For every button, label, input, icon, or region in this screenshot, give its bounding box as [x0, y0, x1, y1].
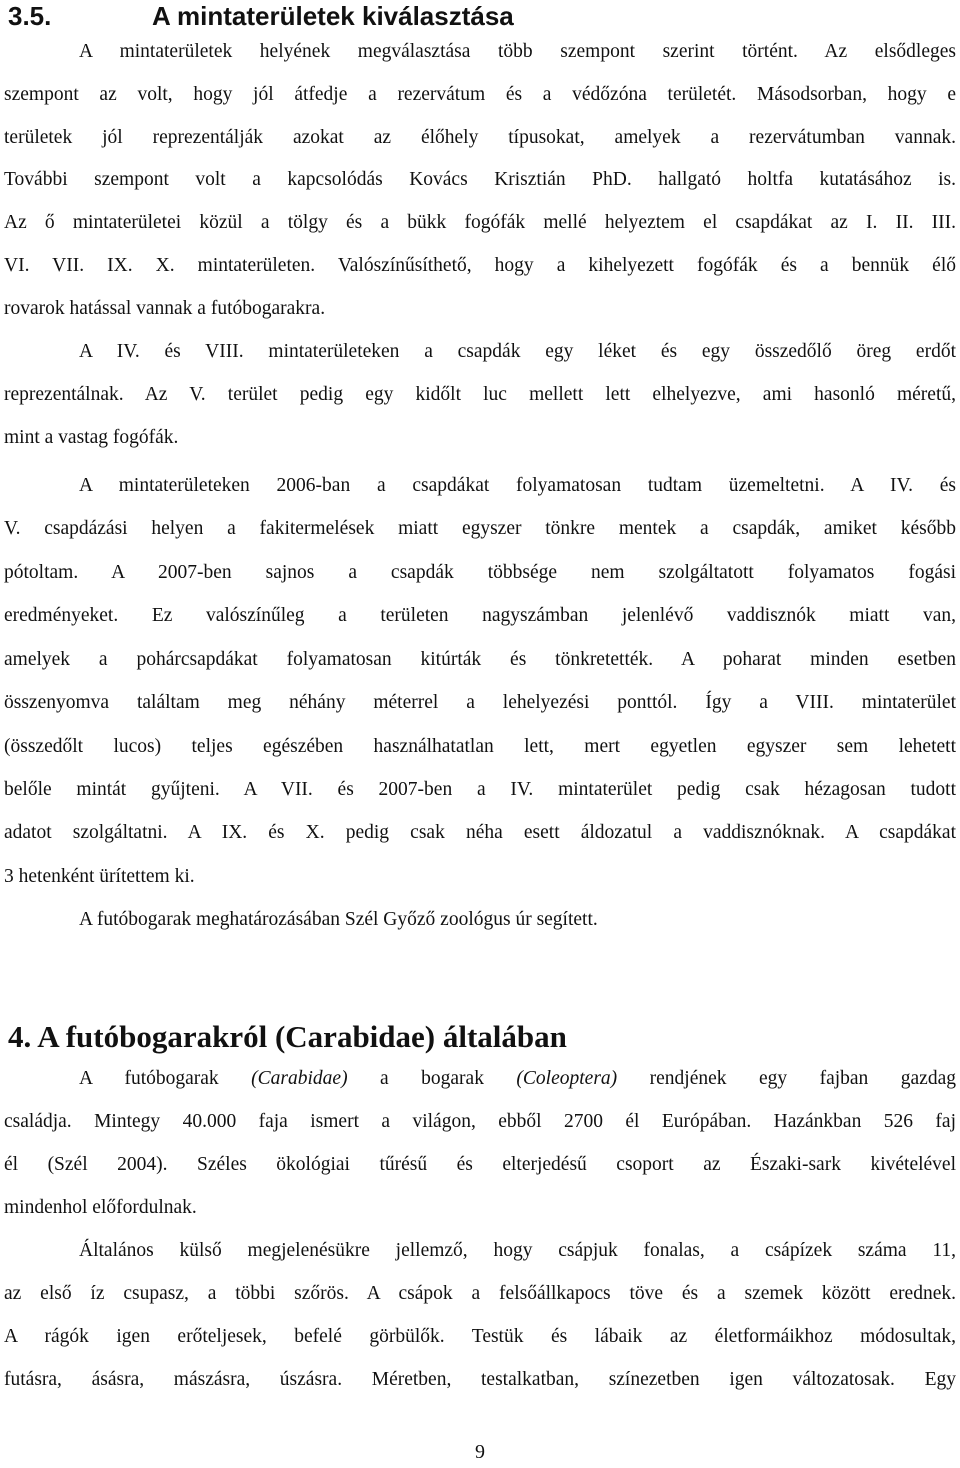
text-line: V. csapdázási helyen a fakitermelések miatt egyszer tönkre mentek a csapdák, amiket később	[4, 518, 956, 539]
text-line: A mintaterületek helyének megválasztása több szempont szerint történt. Az elsődleges	[79, 41, 956, 62]
text-line: További szempont volt a kapcsolódás Kovács Krisztián PhD. hallgató holtfa kutatásához is.	[4, 169, 956, 190]
section-title: A mintaterületek kiválasztása	[152, 1, 514, 31]
section-heading	[8, 0, 514, 32]
text-line: adatot szolgáltatni. A IX. és X. pedig csak néha esett áldozatul a vaddisznóknak. A csapdákat	[4, 822, 956, 843]
text-line: reprezentálnak. Az V. terület pedig egy kidőlt luc mellett lett elhelyezve, ami hasonló méretű,	[4, 384, 956, 405]
text-line: mint a vastag fogófák.	[4, 427, 179, 448]
text-line: A rágók igen erőteljesek, befelé görbülők. Testük és lábaik az életformáikhoz módosultak,	[4, 1326, 956, 1347]
text-line: Általános külső megjelenésükre jellemző, hogy csápjuk fonalas, a csápízek száma 11,	[79, 1240, 956, 1261]
text-line: eredményeket. Ez valószínűleg a területen nagyszámban jelenlévő vaddisznók miatt van,	[4, 605, 956, 626]
text-line: A futóbogarak (Carabidae) a bogarak (Coleoptera) rendjének egy fajban gazdag	[79, 1068, 956, 1089]
text-line: él (Szél 2004). Széles ökológiai tűrésű és elterjedésű csoport az Északi-sark kivételével	[4, 1154, 956, 1175]
chapter-number: 4.	[8, 1019, 32, 1054]
text-line: futásra, ásásra, mászásra, úszásra. Méretben, testalkatban, színezetben igen változatosak. Egy	[4, 1369, 956, 1390]
text-line: összenyomva találtam meg néhány méterrel a lehelyezési ponttól. Így a VIII. mintaterület	[4, 692, 956, 713]
text-line: 3 hetenként ürítettem ki.	[4, 866, 195, 887]
text-line: rovarok hatással vannak a futóbogarakra.	[4, 298, 326, 319]
section-number: 3.5.	[8, 1, 52, 31]
text-line: A mintaterületeken 2006-ban a csapdákat folyamatosan tudtam üzemeltetni. A IV. és	[79, 475, 956, 496]
text-line: (összedőlt lucos) teljes egészében használhatatlan lett, mert egyetlen egyszer sem lehetett	[4, 736, 956, 757]
text-line: területek jól reprezentálják azokat az élőhely típusokat, amelyek a rezervátumban vannak.	[4, 127, 956, 148]
chapter-heading	[8, 1017, 567, 1057]
text-line: családja. Mintegy 40.000 faja ismert a világon, ebből 2700 él Európában. Hazánkban 526 faj	[4, 1111, 956, 1132]
text-line: A IV. és VIII. mintaterületeken a csapdák egy léket és egy összedőlő öreg erdőt	[79, 341, 956, 362]
text-line: szempont az volt, hogy jól átfedje a rezervátum és a védőzóna területét. Másodsorban, hogy e	[4, 84, 956, 105]
text-line: VI. VII. IX. X. mintaterületen. Valószínűsíthető, hogy a kihelyezett fogófák és a bennük élő	[4, 255, 956, 276]
text-line: amelyek a pohárcsapdákat folyamatosan kitúrták és tönkretették. A poharat minden esetben	[4, 649, 956, 670]
text-line: belőle mintát gyűjteni. A VII. és 2007-ben a IV. mintaterület pedig csak hézagosan tudott	[4, 779, 956, 800]
text-line: pótoltam. A 2007-ben sajnos a csapdák többsége nem szolgáltatott folyamatos fogási	[4, 562, 956, 583]
text-line: Az ő mintaterületei közül a tölgy és a bükk fogófák mellé helyeztem el csapdákat az I. II. III.	[4, 212, 956, 233]
text-line: mindenhol előfordulnak.	[4, 1197, 197, 1218]
text-line: A futóbogarak meghatározásában Szél Győző zoológus úr segített.	[79, 909, 598, 930]
page-number: 9	[475, 1441, 485, 1463]
text-line: az első íz csupasz, a többi szőrös. A csápok a felsőállkapocs töve és a szemek között erednek.	[4, 1283, 956, 1304]
chapter-title: A futóbogarakról (Carabidae) általában	[37, 1019, 567, 1054]
